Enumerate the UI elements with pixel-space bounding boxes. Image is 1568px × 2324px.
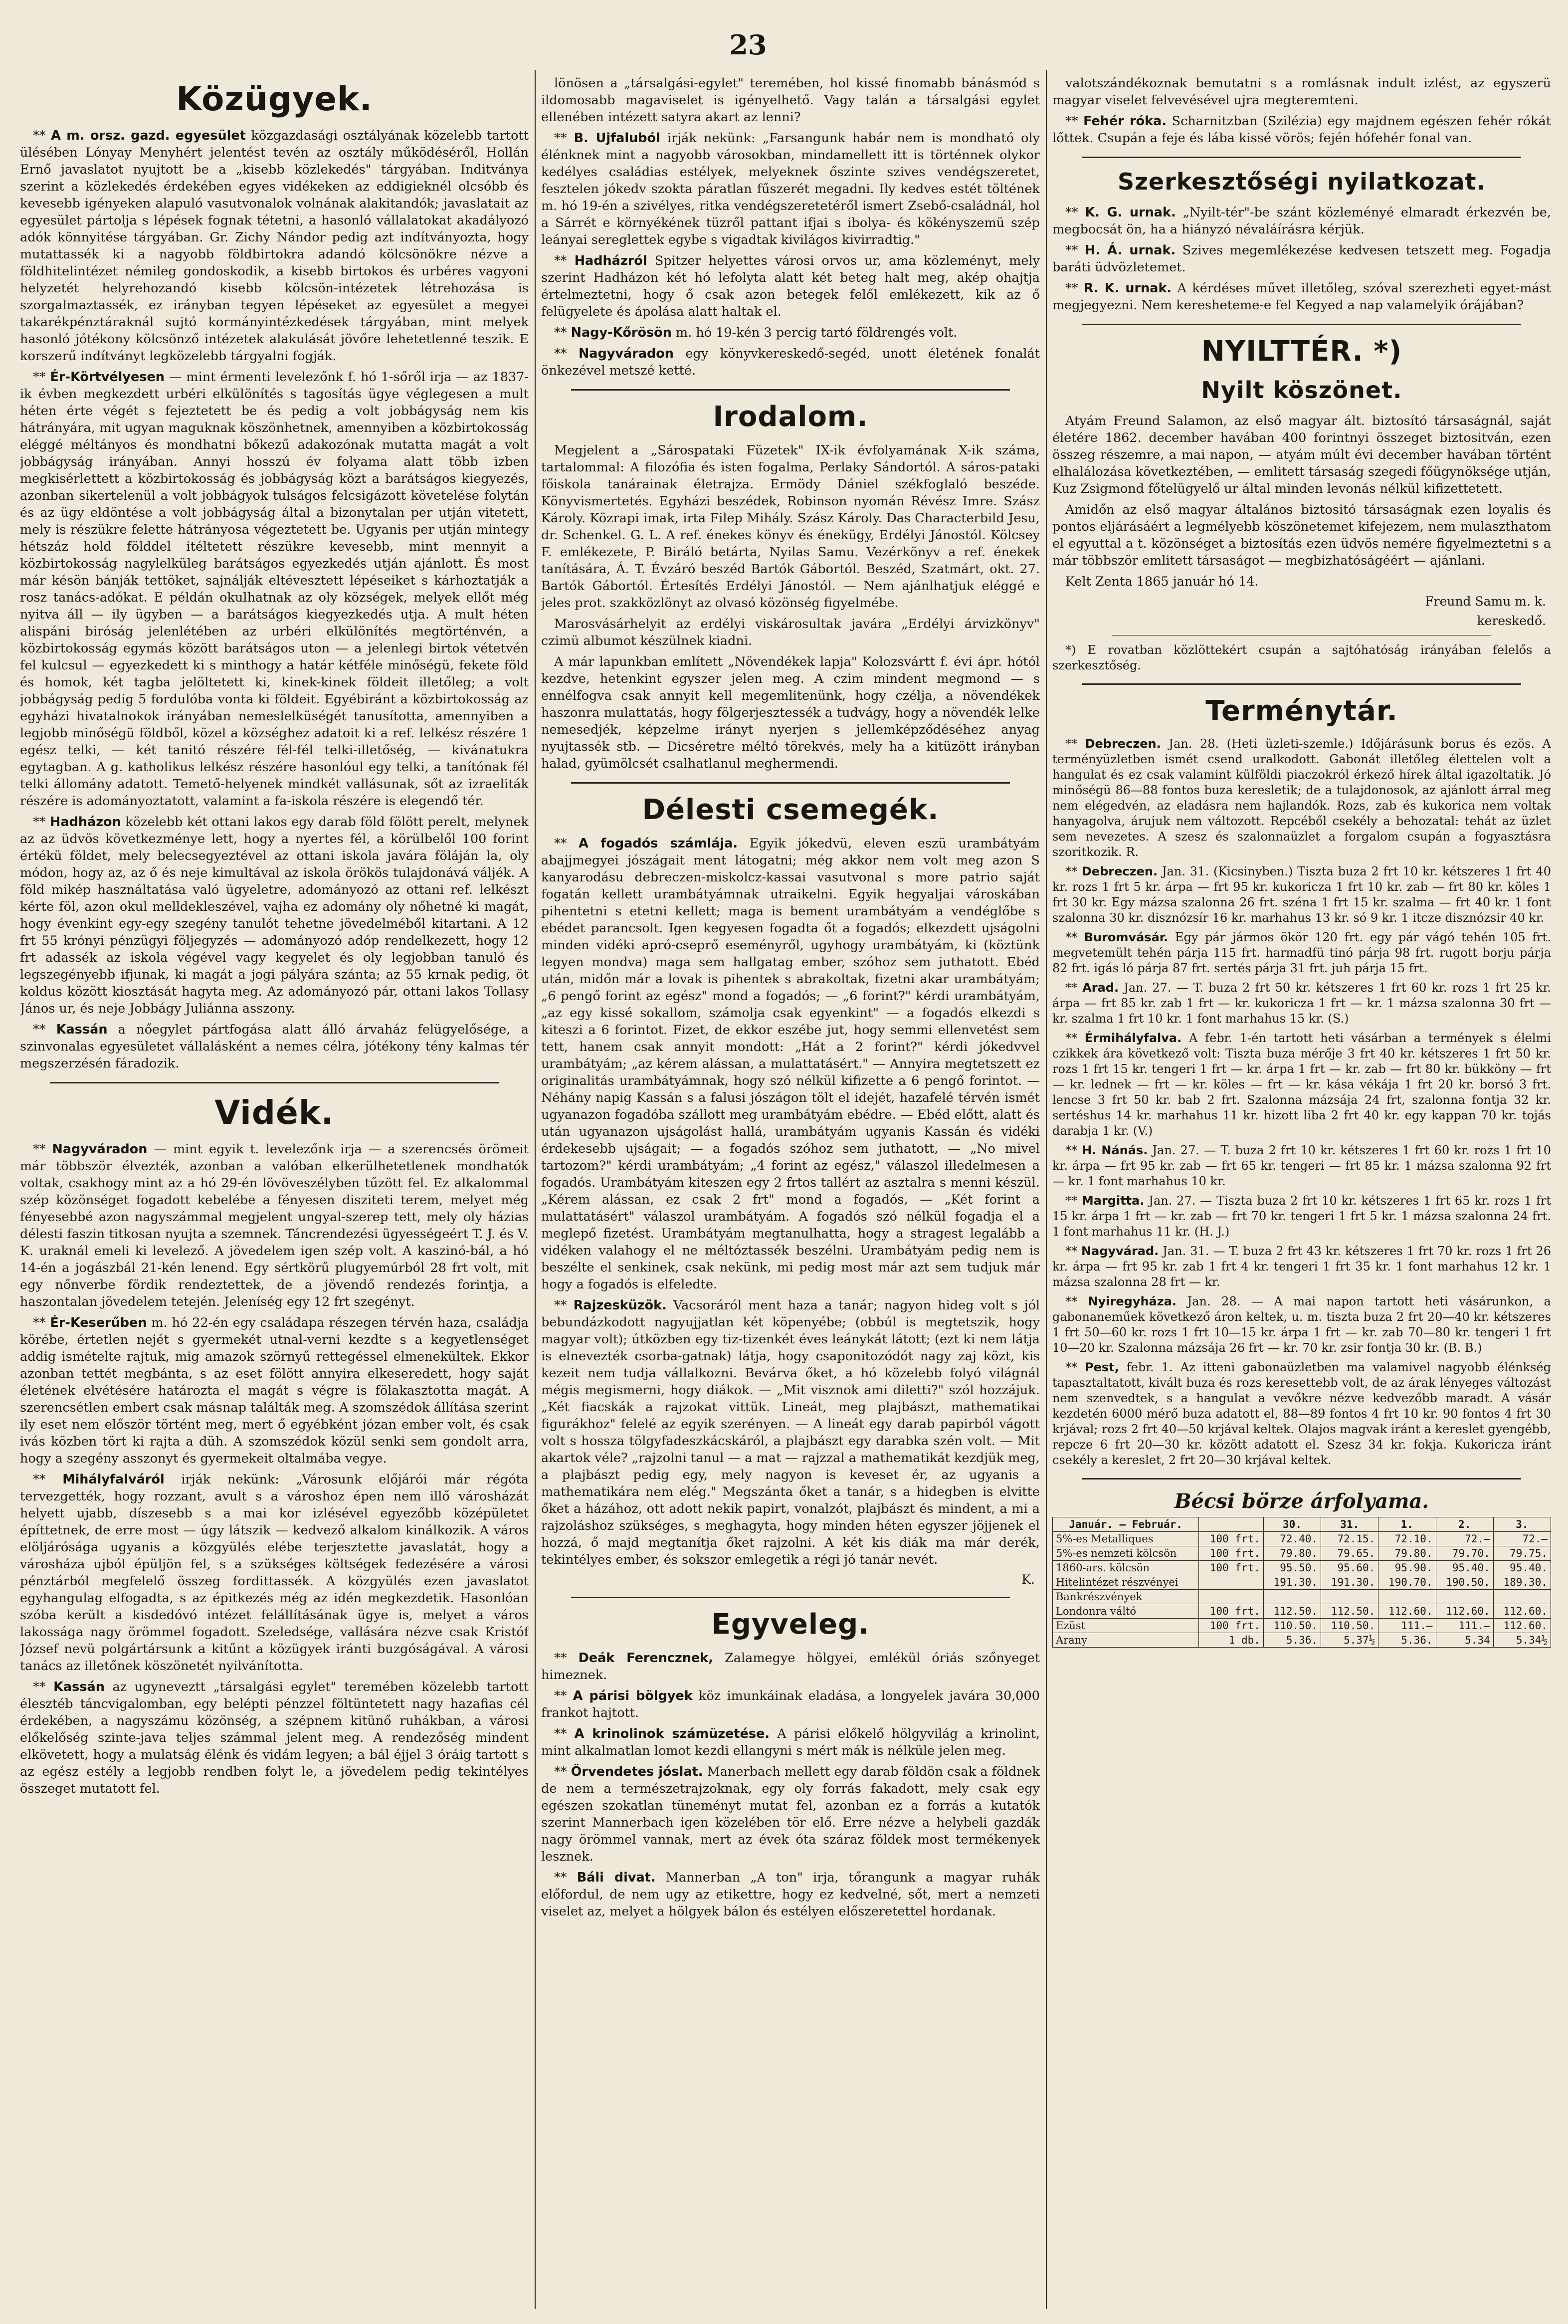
bourse-cell: 190.50. xyxy=(1436,1575,1493,1590)
article-text: m. hó 19-kén 3 percig tartó földrengés volt. xyxy=(675,325,958,340)
section-divider xyxy=(1082,324,1521,325)
nyilt-signature-title: kereskedő. xyxy=(1477,614,1546,628)
bourse-row xyxy=(1053,1590,1551,1604)
article-text: Kelt Zenta 1865 január hó 14. xyxy=(1065,574,1259,589)
bourse-cell xyxy=(1199,1575,1264,1590)
article-text: Egyik jókedvü, eleven eszü urambátyám abajjmegyei jószágait ment látogatni; még akkor nem volt meg azon S kanyarodásu debreczen-miskolcz-kassai vasutvonal s more patrio saját fogatán kellett urambátyámnak utraikelni. Egyik hegyaljai városkában pihentetni s etetni kellett; maga is bement urambátyám a vendéglőbe s ebédet parancsolt. Igen kegyesen fogadta őt a fogadós; elkezdett ujságolni minden vidéki apró-cseprő eseményről, ugyhogy urambátyám, ki (köztünk legyen mondva) maga sem hallgatag ember, szóhoz sem juthatott. Ebéd után, midőn már a lovak is pihentek s abrakoltak, fizetni akar urambátyám; „6 pengő forint az egész" mond a fogadós; — „6 forint?" kérdi urambátyám, „az egy kissé sokallom, számolja csak egyenkint" — a fogadós elkezdi s kiteszi a 6 forintot. Fizet, de ekkor eszébe jut, hogy semmi ellenvetést sem tett, hanem csak annyit mondott: „Hát a 2 forint?" kérdi jókedvvel urambátyám; „az kérem alássan, a mulattatásért." — Annyira megtetszett ez originalitás urambátyámnak, hogy szó nélkül kifizette a 6 pengő forintot. — Néhány napig Kassán s a falusi jószágon tölt el idejét, hazafelé térvén ismét ugyanazon fogadóba szállott meg urambátyám ebédre. — Ebéd előtt, alatt és után ugyanazon ujságolást hallá, urambátyám ugyanis Kassán és vidéki érdekesebb ujságait; — a fogadós szóhoz sem juthatott, — „No mivel tartozom?" kérdi urambátyám; „4 forint az egész," válaszol illedelmesen a fogadós. Urambátyám kiteszen egy 2 frtos tallért az asztalra s menni készül. „Kérem alássan, ez csak 2 frt" mond a fogadós, — „Két forint a mulattatásért" válaszol urambátyám. A fogadós szó nélkül fogadja el a meglepő fizetést. Urambátyám megtanulhatta, hogy a stragest legalább a vidéken valahogy el ne méltóztassék beszélni. Urambátyám pedig nem is beszélte el senkinek, csak nekünk, mi pedig most már azt sem tudjuk már hogy a fogadós is elfeledte. xyxy=(541,836,1040,1292)
article-lead: Buromvásár. xyxy=(1084,930,1169,944)
article-paragraph: ** B. Ujfaluból irják nekünk: „Farsangunk habár nem is mondható oly élénknek mint a nagyobb városokban, mindamellett itt is történnek olykor kedélyes családias estélyek, melyeknek őszinte szives vendégszeretet, fesztelen jókedv szokta páratlan fűszerét megadni. Ily kedves estét töltének m. hó 19-én a szivélyes, ritka vendégszeretetéről ismert Zsebő-családnál, hol a Sárrét e környékének tüzről pattant ifjai s ibolya- és kökényszemü szép leányai sereglettek egybe s vigadtak kivilágos kivirradtig." xyxy=(541,131,1040,247)
article-text: A párisi előkelő hölgyvilág a krinolint, mint alkalmatlan lomot kezdi ellangyni s mért mák is nélküle jelen meg. xyxy=(541,1726,1040,1758)
article-lead: Nagyvárad. xyxy=(1081,1244,1159,1258)
article-lead: Margitta. xyxy=(1081,1194,1145,1208)
section-divider xyxy=(571,1597,1010,1598)
article-lead: Ér-Körtvélyesen xyxy=(50,370,165,385)
footnote: *) E rovatban közlöttekért csupán a sajtóhatóság irányában felelős a szerkesztőség. xyxy=(1052,643,1551,672)
article-lead: B. Ujfaluból xyxy=(574,131,660,146)
article-lead: Hadházról xyxy=(574,253,647,268)
section-divider xyxy=(1082,683,1521,685)
bourse-row xyxy=(1053,1532,1551,1546)
article-lead: Debreczen. xyxy=(1081,864,1158,878)
nyilt-signature-name: Freund Samu m. k. xyxy=(1425,594,1546,609)
article-lead: A krinolinok számüzetése. xyxy=(574,1726,770,1741)
article-paragraph: ** Debreczen. Jan. 28. (Heti üzleti-szemle.) Időjárásunk borus és ezös. A terményüzletben ismét csend uralkodott. Gabonát illetőleg élettelen volt a hangulat és ez csak valamint külföldi piaczokról érkező hírek által igazoltatik. Jó minőségü 86—88 fontos buza keresletik; de a tulajdonosok, az ajánlott árral meg nem elégedvén, az eladásra nem hajlandók. Rozs, zab és kukorica nem voltak hanyagolva, árujuk nem változott. Repcéből csekély a behozatal: tehát az üzlet sem nevezetes. A szesz és szalonnaüzlet a forgalom csupán a fogyasztásra szoritkozik. R. xyxy=(1052,737,1551,859)
bourse-row xyxy=(1053,1561,1551,1575)
bourse-cell: 111.— xyxy=(1378,1619,1436,1633)
bourse-cell: 95.40. xyxy=(1436,1561,1493,1575)
article-paragraph: ** Érmihályfalva. A febr. 1-én tartott heti vásárban a termények s élelmi czikkek ára következő volt: Tiszta buza mérője 3 frt 40 kr. kétszeres 1 frt 50 kr. rozs 1 frt 15 kr. tengeri 1 frt — kr. árpa 1 frt — kr. zab — frt 80 kr. bükköny — frt — kr. lednek — frt — kr. köles — frt — kr. kása vékája 1 frt 20 kr. borsó 3 frt. lencse 3 frt 50 kr. bab 2 frt. Szalonna mázsája 24 frt, szalonna fontja 32 kr. sertéshus 14 kr. marhahus 11 kr. hizott liba 2 frt 40 kr. egy kappan 70 kr. tojás darabja 1 kr. (V.) xyxy=(1052,1031,1551,1138)
author-signature: K. xyxy=(1021,1572,1035,1587)
article-lead: Debreczen. xyxy=(1085,737,1161,751)
article-lead: H. Nánás. xyxy=(1082,1143,1148,1157)
bourse-cell: 79.80. xyxy=(1378,1546,1436,1561)
bourse-cell: 191.30. xyxy=(1263,1575,1321,1590)
article-paragraph: ** Deák Ferencznek, Zalamegye hölgyei, emlékül óriás szőnyeget himeznek. xyxy=(541,1651,1040,1683)
bourse-cell: 110.50. xyxy=(1321,1619,1378,1633)
nyilt-koszonet-text xyxy=(1052,413,1551,590)
bourse-cell xyxy=(1263,1590,1321,1604)
article-text: az ugyneveztt „társalgási egylet" teremében közelebb tartott élesztéb táncvigalomban, egy belépti pénzzel föltüntetett nagy hazafias cél érdekében, a nagyszámu közönség, a szépnem kitünő ruhákban, a városi előkelőség szinte-java teljes számmal jelent meg. A rendezőség mindent elkövetett, hogy a mulatság élénk és vidám legyen; a bál éjjel 3 óráig tartott s az egész estély a legjobb rendben folyt le, a jövedelem pedig tekintélyes összeget mutatott fel. xyxy=(20,1680,529,1796)
article-lead: Hadházon xyxy=(50,815,121,830)
bourse-cell xyxy=(1493,1590,1551,1604)
bourse-cell: 5.36. xyxy=(1263,1633,1321,1648)
section-heading-delesti-csemegek: Délesti csemegék. xyxy=(642,794,939,826)
bourse-cell: 5.37½ xyxy=(1321,1633,1378,1648)
bourse-header-cell: Január. — Február. xyxy=(1053,1517,1199,1532)
article-lead: Arad. xyxy=(1082,981,1119,995)
section-heading-nyiltter: NYILTTÉR. *) xyxy=(1201,335,1402,368)
article-paragraph: ** Buromvásár. Egy pár jármos ökör 120 frt. egy pár vágó tehén 105 frt. megvetemült tehén párja 115 frt. harmadfü tinó párja 98 frt. rugott borju párja 82 frt. igás ló párja 87 frt. sertés párja 31 frt. juh párja 15 frt. xyxy=(1052,930,1551,975)
bourse-cell: 100 frt. xyxy=(1199,1561,1264,1575)
article-lead: Rajzesküzök. xyxy=(573,1298,667,1313)
bourse-cell: 1 db. xyxy=(1199,1633,1264,1648)
article-paragraph xyxy=(1052,501,1551,569)
bourse-security-name: 1860-ars. kölcsön xyxy=(1053,1561,1199,1575)
section-divider xyxy=(1082,1478,1521,1479)
article-lead: Nagyváradon xyxy=(52,1142,148,1157)
bourse-cell: 5.34½ xyxy=(1493,1633,1551,1648)
article-lead: Érmihályfalva. xyxy=(1084,1031,1182,1045)
article-paragraph: ** Hadházon közelebb két ottani lakos egy darab föld fölött perelt, melynek az az üdvös következménye lett, hogy a nyertes fél, a körülbelől 100 forint értékü földet, mely belecsegyeztével az ottani iskola javára föláján la, oly módon, hogy az, az ő és neje kimultával az iskola örökös tulajdonává váljék. A föld mikép használtatása való ügyeletre, adományozó az ottani ref. lelkészt kérte föl, azon okul melldekleszével, vajha ez adomány oly nőhetné ki magát, hogy évenkint egy-egy szegény tanulót tehetne jövedelméből kitartani. A 12 frt 55 krónyi pénzügyi följegyzés — adományozó adóp rendelkezett, hogy 12 frt adassék az iskola végével vagy kegyelet és oly legjobban tanuló és legszegényebb ifjunak, ki magát a jogi pályára szánta; az 55 krnak pedig, öt koldus között kiosztását hagyta meg. Az adományozó pár, ottani lakos Tollasy János ur, és neje Jobbágy Juliánna asszony. xyxy=(20,815,529,1016)
article-paragraph: ** H. Nánás. Jan. 27. — T. buza 2 frt 10 kr. kétszeres 1 frt 60 kr. rozs 1 frt 10 kr. árpa — frt 95 kr. zab — frt 65 kr. tengeri — frt 85 kr. 1 mázsa szalonna 92 frt — kr. 1 font marhahus 10 kr. xyxy=(1052,1143,1551,1188)
article-lead: A fogadós számlája. xyxy=(579,836,738,851)
article-text: m. hó 22-én egy családapa részegen térvén haza, családja körébe, értetlen nejét s gyermekét utnal-verni kezdte s a kegyetlenséget addig ismételte rajtuk, mig amazok szörnyű rettegéssel elmenekültek. Ekkor azonban tettét megbánta, s az eset fölött annyira elkeseredett, hogy saját életének elvétésére határozta el magát s végre is fölakasztotta magát. A szerencsétlen embert csak másnap találták meg. A szomszédok állítása szerint ily eset nem először történt meg, mert ő egyébként józan ember volt, és csak ivás közben tört ki rajta a düh. A szomszédok közül senki sem gondolt arra, hogy a szegény asszonyt és gyermekeit oltalmába vegye. xyxy=(20,1315,529,1466)
article-lead: K. G. urnak. xyxy=(1085,205,1176,220)
article-paragraph: ** Debreczen. Jan. 31. (Kicsinyben.) Tiszta buza 2 frt 10 kr. kétszeres 1 frt 40 kr. rozs 1 frt 5 kr. árpa — frt 95 kr. kukoricza 1 frt 10 kr. zab — frt 80 kr. köles 1 frt 30 kr. Egy mázsa szalonna 26 frt. széna 1 frt 15 kr. szalma — frt 40 kr. 1 font szalonna 30 kr. disznózsír 16 kr. marhahus 13 kr. só 9 kr. 1 itcze disznózsir 40 kr. xyxy=(1052,864,1551,925)
column-3 xyxy=(1052,75,1551,2304)
article-paragraph: ** Nagyváradon egy könyvkereskedő-segéd, unott életének fonalát önkezével metszé ketté. xyxy=(541,346,1040,378)
bourse-cell: 95.90. xyxy=(1378,1561,1436,1575)
article-paragraph: ** A párisi bölgyek köz imunkáinak eladása, a longyelek javára 30,000 frankot hajtott. xyxy=(541,1689,1040,1720)
article-text: Amidőn az első magyar általános biztositó társaságnak ezen loyalis és pontos eljárásáért a legmélyebb köszönetemet kifejezem, nem mulaszthatom el egyuttal a t. közönséget a biztosítás ezen üdvös nemére figyelmeztetni s a már többször emlitett társaságot — megbizhatóságéért — ajánlani. xyxy=(1052,502,1551,568)
article-lead: H. Á. urnak. xyxy=(1084,243,1176,258)
section-heading-irodalom: Irodalom. xyxy=(713,401,868,433)
article-paragraph: ** A fogadós számlája. Egyik jókedvü, eleven eszü urambátyám abajjmegyei jószágait ment látogatni; még akkor nem volt meg azon S kanyarodásu debreczen-miskolcz-kassai vasutvonal s more patrio saját fogatán kellett urambátyámnak utraikelni. Egyik hegyaljai városkában pihentetni s etetni kellett; maga is bement urambátyám a vendéglőbe s ebédet parancsolt. Igen kegyesen fogadta őt a fogadós; elkezdett ujságolni minden vidéki apró-cseprő eseményről, ugyhogy urambátyám, ki (köztünk legyen mondva) maga sem hallgatag ember, szóhoz sem juthatott. Ebéd után, midőn már a lovak is pihentek s abrakoltak, fizetni akar urambátyám; „6 pengő forint az egész" mond a fogadós; — „6 forint?" kérdi urambátyám, „az egy kissé sokallom, számolja csak egyenkint" — a fogadós elkezdi s kiteszi a 6 forintot. Fizet, de ekkor eszébe jut, hogy semmi ellenvetést sem tett, hanem csak annyit mondott: „Hát a 2 forint?" kérdi jókedvvel urambátyám; „az kérem alássan, a mulattatásért." — Annyira megtetszett ez originalitás urambátyámnak, hogy szó nélkül kifizette a 6 pengő forintot. — Néhány napig Kassán s a falusi jószágon tölt el idejét, hazafelé térvén ismét ugyanazon fogadóba szállott meg urambátyám ebédre. — Ebéd előtt, alatt és után ugyanazon ujságolást hallá, urambátyám ugyanis Kassán és vidéki érdekesebb ujságait; — a fogadós szóhoz sem juthatott, — „No mivel tartozom?" kérdi urambátyám; „4 forint az egész," válaszol illedelmesen a fogadós. Urambátyám kiteszen egy 2 frtos tallért az asztalra s menni készül. „Kérem alássan, ez csak 2 frt" mond a fogadós, — „Két forint a mulattatásért" válaszol urambátyám. A fogadós szó nélkül fogadja el a meglepő fizetést. Urambátyám megtanulhatta, hogy a stragest legalább a vidéken valahogy el ne méltóztassék beszélni. Urambátyám pedig nem is beszélte el senkinek, csak nekünk, mi pedig most már azt sem tudjuk már hogy a fogadós is elfeledte. xyxy=(541,836,1040,1292)
bourse-security-name: Londonra váltó xyxy=(1053,1604,1199,1619)
bourse-header-cell: 30. xyxy=(1263,1517,1321,1532)
article-text: Jan. 27. — Tiszta buza 2 frt 10 kr. kétszeres 1 frt 65 kr. rozs 1 frt 15 kr. árpa 1 frt — kr. zab — frt 70 kr. tengeri 1 frt 5 kr. 1 mázsa szalonna 24 frt. 1 font marhahus 11 kr. (H. J.) xyxy=(1052,1194,1551,1239)
section-heading-termenytar: Terménytár. xyxy=(1205,695,1398,727)
article-lead: Pest, xyxy=(1085,1360,1119,1374)
article-paragraph: ** Hadházról Spitzer helyettes városi orvos ur, ama közleményt, mely szerint Hadházon két hó lefolyta alatt két beteg halt meg, akép ohajtja értelmeztetni, hogy ő csak azon betegek felől emlékezett, kik az ő felügyelete és ápolása alatt haltak el. xyxy=(541,253,1040,319)
bourse-row xyxy=(1053,1604,1551,1619)
bourse-security-name: Ezüst xyxy=(1053,1619,1199,1633)
bourse-row xyxy=(1053,1633,1551,1648)
article-lead: R. K. urnak. xyxy=(1083,281,1172,296)
article-paragraph: ** Nagyvárad. Jan. 31. — T. buza 2 frt 43 kr. kétszeres 1 frt 70 kr. rozs 1 frt 26 kr. árpa — frt 95 kr. zab 1 frt 4 kr. tengeri 1 frt 35 kr. 1 font marhahus 12 kr. 1 mázsa szalonna 28 frt — kr. xyxy=(1052,1244,1551,1289)
article-paragraph: ** Nyiregyháza. Jan. 28. — A mai napon tartott heti vásárunkon, a gabonaneműek következő áron keltek, u. m. tiszta buza 2 frt 20—40 kr. kétszeres 1 frt 50—60 kr. rozs 1 frt 10—15 kr. árpa 1 frt — kr. zab 70—80 kr. tengeri 1 frt 10—20 kr. Szalonna mázsája 26 frt — kr. 70 kr. zsir fontja 30 kr. (B. B.) xyxy=(1052,1294,1551,1355)
bourse-row xyxy=(1053,1619,1551,1633)
article-text: A már lapunkban említett „Növendékek lapja" Kolozsvártt f. évi ápr. hótól kezdve, hetenkint egyszer jelen meg. A czim mindent megmond — s ennélfogva csak annyit kell megemlitenünk, hogy czélja, a növendékek haszonra mulattatás, hogy fölgerjesztessék a tudvágy, hogy a növendék lelke nemesedjék, képzelme irányt nyerjen s jellemképződéséhez anyag nyujtassék stb. — Dicséretre méltó törekvés, mely ha a kitüzött irányban halad, gyümölcsét csalhatlanul meghermendi. xyxy=(541,654,1040,771)
bourse-header-cell: 2. xyxy=(1436,1517,1493,1532)
bourse-cell: 95.40. xyxy=(1493,1561,1551,1575)
article-paragraph: ** Fehér róka. Scharnitzban (Szilézia) egy majdnem egészen fehér rókát lőttek. Csupán a feje és lába kissé vörös; fején hófehér fonal van. xyxy=(1052,114,1551,146)
section-heading-nyilt-koszonet: Nyilt köszönet. xyxy=(1201,377,1402,404)
section-divider xyxy=(571,782,1010,784)
bourse-cell: 72.10. xyxy=(1378,1532,1436,1546)
bourse-cell: 112.60. xyxy=(1436,1604,1493,1619)
article-text: egy könyvkereskedő-segéd, unott életének fonalát önkezével metszé ketté. xyxy=(541,346,1040,378)
article-text: valotszándékoznak bemutatni s a romlásnak indult izlést, az egyszerü magyar viselet felvevésével ujra megteremteni. xyxy=(1052,76,1551,108)
bourse-cell: 112.50. xyxy=(1263,1604,1321,1619)
article-text: közelebb két ottani lakos egy darab föld fölött perelt, melynek az az üdvös következménye lett, hogy a nyertes fél, a körülbelől 100 forint értékü földet, mely belecsegyeztével az ottani iskola javára föláján la, oly módon, hogy az, az ő és neje kimultával az iskola örökös tulajdonává váljék. A föld mikép használtatása való ügyeletre, adományozó az ottani ref. lelkészt kérte föl, azon okul melldekleszével, vajha ez adomány oly nőhetné ki magát, hogy évenkint egy-egy szegény tanulót tehetne jövedelméből kitartani. A 12 frt 55 krónyi pénzügyi följegyzés — adományozó adóp rendelkezett, hogy 12 frt adassék az iskola végével vagy kegyelet és oly legjobban tanuló és legszegényebb ifjunak, ki magát a jogi pályára szánta; az 55 krnak pedig, öt koldus között kiosztását hagyta meg. Az adományozó pár, ottani lakos Tollasy János ur, és neje Jobbágy Juliánna asszony. xyxy=(20,815,529,1016)
bourse-security-name: Hitelintézet részvényei xyxy=(1053,1575,1199,1590)
section-heading-egyveleg: Egyveleg. xyxy=(711,1608,870,1641)
bourse-cell: 72.40. xyxy=(1263,1532,1321,1546)
article-paragraph: ** Pest, febr. 1. Az itteni gabonaüzletben ma valamivel nagyobb élénkség tapasztaltatott, kivált buza és rozs keresettebb volt, de az árak lényeges változást nem szenvedtek, s a hangulat a vevőkre nézve kedvezőbb maradt. A vásár kezdetén 6000 mérő buza adatott el, 88—89 fontos 4 frt 10 kr. 90 fontos 4 frt 30 krjával; rozs 2 frt 40—50 krjával keltek. Olajos magvak iránt a kereslet gyengébb, repcze 6 frt 20—30 kr. között adatott el. Szesz 34 kr. fokja. Kukoricza iránt csekély a kereslet, 2 frt 20—30 krjával keltek. xyxy=(1052,1360,1551,1467)
bourse-security-name: 5%-es Metalliques xyxy=(1053,1532,1199,1546)
bourse-cell: 79.75. xyxy=(1493,1546,1551,1561)
bourse-cell: 72.— xyxy=(1436,1532,1493,1546)
bourse-table xyxy=(1052,1517,1551,1648)
bourse-cell: 112.50. xyxy=(1321,1604,1378,1619)
bourse-header-cell xyxy=(1199,1517,1264,1532)
bourse-cell: 112.60. xyxy=(1493,1604,1551,1619)
article-paragraph: ** R. K. urnak. A kérdéses művet illetőleg, szóval szerezheti egyet-mást megjegyezni. Nem keresheteme-e fel Kegyed a nap valamelyik órájában? xyxy=(1052,281,1551,313)
bourse-security-name: Arany xyxy=(1053,1633,1199,1648)
bourse-cell: 95.50. xyxy=(1263,1561,1321,1575)
article-text: Jan. 31. (Kicsinyben.) Tiszta buza 2 frt 10 kr. kétszeres 1 frt 40 kr. rozs 1 frt 5 kr. árpa — frt 95 kr. kukoricza 1 frt 10 kr. zab — frt 80 kr. köles 1 frt 30 kr. Egy mázsa szalonna 26 frt. széna 1 frt 15 kr. szalma — frt 40 kr. 1 font szalonna 30 kr. disznózsír 16 kr. marhahus 13 kr. só 9 kr. 1 itcze disznózsir 40 kr. xyxy=(1052,864,1551,925)
bourse-cell: 72.15. xyxy=(1321,1532,1378,1546)
article-paragraph: ** H. Á. urnak. Szives megemlékezése kedvesen tetszett meg. Fogadja baráti üdvözletemet. xyxy=(1052,243,1551,275)
article-text: Szives megemlékezése kedvesen tetszett meg. Fogadja baráti üdvözletemet. xyxy=(1052,243,1551,275)
article-text: lönösen a „társalgási-egylet" teremében, hol kissé finomabb bánásmód s ildomosabb magaviselet is igényelhető. Vagy talán a társalgási egylet ellenében intézett satyra akart az lenni? xyxy=(541,76,1040,125)
article-paragraph: ** Arad. Jan. 27. — T. buza 2 frt 50 kr. kétszeres 1 frt 60 kr. rozs 1 frt 25 kr. árpa — frt 85 kr. zab 1 frt — kr. kukoricza 1 frt — kr. 1 mázsa szalonna 30 frt — kr. szalma 1 frt 10 kr. 1 font marhahus 15 kr. (S.) xyxy=(1052,981,1551,1026)
article-text: Vacsoráról ment haza a tanár; nagyon hideg volt s jól bebundázkodott nagyujjatlan két köpenyébe; (obbúl is megtetszik, hogy magyar volt); útközben egy tiz-tizenkét éves leánykát látott; (ezt ki nem látja is elnevezték csorba-gatnak) látja, hogy csaponitozódót nagy zaj közt, kis kezeit nem tudja vállalkozni. Bevárva őket, a hó közelebb folyó világnál mégis megismerni, hogy diákok. — „Mit visznok ami diletti?" szól hozzájuk. „Két fiacskák a rajzokat vittük. Lineát, meg plajbászt, mathematikai figurákhoz" felelé az egyik szerényen. — A lineát egy darab papirból vágott volt s hossza tölgyfadeszkácskáról, a plajbászt egy darabka szén volt. — Mit akartok véle? „rajzolni tanul — a mat — rajzzal a mathematikát kezdjük meg, a plajbászt pedig egy, mely nagyon is keveset ér, az ugyanis a mathematikára nem elég." Megszánta őket a tanár, s a hidegben is elvitte őket a házához, ott adott nekik papirt, vonalzót, plajbászt és mindent, a mi a rajzoláshoz szükséges, s meghagyta, hogy minden héten egyszer jöjjenek el hozzá, ő majd megtanítja őket rajzolni. A két kis diák ma már derék, tekintélyes ember, és sokszor emlegetik a régi jó tanár nevét. xyxy=(541,1298,1040,1567)
bourse-cell: 100 frt. xyxy=(1199,1604,1264,1619)
videk-articles xyxy=(20,1141,529,1797)
bourse-security-name: Bankrészvények xyxy=(1053,1590,1199,1604)
bourse-cell: 79.65. xyxy=(1321,1546,1378,1561)
article-lead: Nagy-Kőrösön xyxy=(571,325,672,340)
article-paragraph xyxy=(541,616,1040,649)
article-text: — mint érmenti levelezőnk f. hó 1-sőről irja — az 1837-ik évben megkezdett urbéri elkülönítés s tagosítás ügye véglegesen a mult héten érte végét s fejeztetett be és pedig a volt jobbágyság nem kis hátrányára, mit ugyan maguknak köszönhetnek, amennyiben a közbirtokosság eléggé méltányos és mondhatni bőkezű adakozónak mutatta magát a volt jobbágyság irányában. Annyi hosszú év folyama alatt több izben megkisérlettett a közbirtokosság és jobbágyság közt a barátságos kiegyezés, azonban sikertelenül a volt jobbágyok tulságos felcsigázott követelése folytán és az ügy eldöntése a volt jobbágyság által a bizonytalan per utján vitetett, mely is részükre felette hátrányosa végeztetett be. Ugyanis per utján mintegy hétszáz hold földdel itéltetett részükre kevesebb, mint mennyit a közbirtokosság nagylelküleg barátságos egyezkedés utján ajánlott. És most már késön bánják tettöket, sajnálják eltévesztett lépéseiket s kárhoztatják a rosz tanács-adókat. E példán okulhatnak az oly községek, melyek ellőt még nyitva áll — ily ügyben — a barátságos kiegyezkedés utja. A mult héten alispáni biróság jelenlétében az urbéri elkülönítés megtörténvén, a közbirtokosság egymás között barátságos uton — a jelenlegi birtok vétetvén fel kulcsul — egyezkedett ki s minthogy a határ kétféle minőségü, fekete föld és homok, két tagba jelöltetett ki, kinek-kinek földeit illetőleg; a volt jobbágyság pedig 5 fordulóba vonta ki földeit. Egyébiránt a közbirtokosság az egyházi hivatalnokok irányában nemeslelküségét tanusította, amennyiben a legjobb minőségü földből, közel a községhez adatoit ki a ref. lelkész részére 1 egész telki, — két tanitó részére fél-fél telki-illetőség, — kivánatukra egytagban. A g. katholikus lelkész részére hasonlóul egy telki, a tanítónak fél telki állomány adatott. Temető-helyenek mindkét vallásunak, sőt az izraeliták részére is adományoztatott, valamint a fa-iskola részére is elegendő tér. xyxy=(20,370,529,809)
bourse-cell xyxy=(1378,1590,1436,1604)
bourse-header-cell: 1. xyxy=(1378,1517,1436,1532)
bourse-cell xyxy=(1199,1590,1264,1604)
article-text: „Nyilt-tér"-be szánt közleményé elmaradt érkezvén be, megbocsát ön, ha a hiányzó névaláírásra kérjük. xyxy=(1052,205,1551,237)
bourse-cell: 5.36. xyxy=(1378,1633,1436,1648)
article-lead: Nyiregyháza. xyxy=(1088,1294,1177,1308)
article-paragraph: ** Rajzesküzök. Vacsoráról ment haza a tanár; nagyon hideg volt s jól bebundázkodott nagyujjatlan két köpenyébe; (obbúl is megtetszik, hogy magyar volt); útközben egy tiz-tizenkét éves leánykát látott; (ezt ki nem látja is elnevezték csorba-gatnak) látja, hogy csaponitozódót nagy zaj közt, kis kezeit nem tudja vállalkozni. Bevárva őket, a hó közelebb folyó világnál mégis megismerni, hogy diákok. — „Mit visznok ami diletti?" szól hozzájuk. „Két fiacskák a rajzokat vittük. Lineát, meg plajbászt, mathematikai figurákhoz" felelé az egyik szerényen. — A lineát egy darab papirból vágott volt s hossza tölgyfadeszkácskáról, a plajbászt egy darabka szén volt. — Mit akartok véle? „rajzolni tanul — a mat — rajzzal a mathematikát kezdjük meg, a plajbászt pedig egy, mely nagyon is keveset ér, az ugyanis a mathematikára nem elég." Megszánta őket a tanár, s a hidegben is elvitte őket a házához, ott adott nekik papirt, vonalzót, plajbászt és mindent, a mi a rajzoláshoz szükséges, s meghagyta, hogy minden héten egyszer jöjjenek el hozzá, ő majd megtanítja őket rajzolni. A két kis diák ma már derék, tekintélyes ember, és sokszor emlegetik a régi jó tanár nevét. xyxy=(541,1298,1040,1567)
continued-articles xyxy=(1052,75,1551,147)
bourse-cell: 112.60. xyxy=(1378,1604,1436,1619)
column-2 xyxy=(541,75,1040,2304)
article-text: Scharnitzban (Szilézia) egy majdnem egészen fehér rókát lőttek. Csupán a feje és lába kissé vörös; fején hófehér fonal van. xyxy=(1052,114,1551,146)
article-paragraph: ** Margitta. Jan. 27. — Tiszta buza 2 frt 10 kr. kétszeres 1 frt 65 kr. rozs 1 frt 15 kr. árpa 1 frt — kr. zab — frt 70 kr. tengeri 1 frt 5 kr. 1 mázsa szalonna 24 frt. 1 font marhahus 11 kr. (H. J.) xyxy=(1052,1194,1551,1239)
section-heading-szerkesztosegi: Szerkesztőségi nyilatkozat. xyxy=(1118,168,1486,195)
article-paragraph: ** Nagyváradon — mint egyik t. levelezőnk irja — a szerencsés örömeit már többször élvezték, azonban a valóban elkerülhetetlenek mondhatók voltak, csakhogy mint az a hó 29-én lövöveszélyben tűzött fel. Ez alkalommal szép közönséget fogadott kebelébe a fényesen disziteti terem, melyet még fényesebbé azon nagyszámmal megjelent ungyal-szerep tett, mely oly házias délesti faszin titkosan nyujta a szemnek. Táncrendezési ügyességeért T. J. és V. K. uraknál emeli ki levelező. A jövedelem igen szép volt. A kaszinó-bál, a hó 14-én a jogászbál 21-kén lenend. Egy sértkörű plugyemúrból 28 frt volt, mit egy nőnverbe fördik rendeztettek, de a jövendő rendezés forintja, a haszontalan jövedelem tetején. Jeleníség egy 12 frt szegényt. xyxy=(20,1142,529,1309)
bourse-row xyxy=(1053,1546,1551,1561)
bourse-cell xyxy=(1321,1590,1378,1604)
bourse-cell: 191.30. xyxy=(1321,1575,1378,1590)
article-text: Jan. 28. (Heti üzleti-szemle.) Időjárásunk borus és ezös. A terményüzletben ismét csend uralkodott. Gabonát illetőleg élettelen volt a hangulat és ez csak valamint külföldi piaczokról érkező hírek által igazoltatik. Jó minőségü 86—88 fontos buza keresletik; de a tulajdonosok, az ajánlott árral meg nem elégedvén, az eladásra nem hajlandók. Rozs, zab és kukorica nem voltak hanyagolva, árujuk nem változott. Repcéből csekély a behozatal: tehát az üzlet sem nevezetes. A szesz és szalonnaüzlet a forgalom csupán a fogyasztásra szoritkozik. R. xyxy=(1052,737,1551,859)
article-lead: Báli divat. xyxy=(577,1870,656,1885)
article-text: Zalamegye hölgyei, emlékül óriás szőnyeget himeznek. xyxy=(541,1651,1040,1683)
article-text: Megjelent a „Sárospataki Füzetek" IX-ik évfolyamának X-ik száma, tartalommal: A filozófia és isten fogalma, Perlaky Sándortól. A sáros-pataki főiskola tanárainak életrajza. Ermödy Dániel székfoglaló beszéde. Könyvismertetés. Egyházi beszédek, Robinson nyomán Révész Imre. Szász Károly. Közrapi imak, irta Filep Mihály. Szász Károly. Das Characterbild Jesu, dr. Schenkel. G. L. A ref. énekes könyv és énekügy, Erdélyi Jánostól. Kölcsey F. emlékezete, P. Biráló betárta, Nyilas Samu. Vezérkönyv a ref. énekek tanítására, Á. T. Évzáró beszéd Bartók Gábortól. Beszéd, Szatmárt, okt. 27. Bartók Gábortól. Értesítés Erdélyi Jánostól. — Nem ajánlhatjuk eléggé e jeles prot. szakközlönyt az olvasó közönség figyelmébe. xyxy=(541,443,1040,611)
article-paragraph xyxy=(541,442,1040,612)
bourse-cell: 79.70. xyxy=(1436,1546,1493,1561)
bourse-cell: 100 frt. xyxy=(1199,1532,1264,1546)
article-text: Jan. 28. — A mai napon tartott heti vásárunkon, a gabonaneműek következő áron keltek, u. m. tiszta buza 2 frt 20—40 kr. kétszeres 1 frt 50—60 kr. rozs 1 frt 10—15 kr. árpa 1 frt — kr. zab 70—80 kr. tengeri 1 frt 10—20 kr. Szalonna mázsája 26 frt — kr. 70 kr. zsir fontja 30 kr. (B. B.) xyxy=(1052,1294,1551,1355)
article-text: a nőegylet pártfogása alatt álló árvaház felügyelősége, a szinvonalas egyesületet vállalásként a nemes célra, jótékony tény kalmas tér megszerzésén fáradozik. xyxy=(20,1022,529,1071)
termenytar-reports xyxy=(1052,736,1551,1468)
article-lead: Kassán xyxy=(56,1022,108,1037)
article-paragraph: ** Kassán a nőegylet pártfogása alatt álló árvaház felügyelősége, a szinvonalas egyesületet vállalásként a nemes célra, jótékony tény kalmas tér megszerzésén fáradozik. xyxy=(20,1022,529,1071)
article-lead: A m. orsz. gazd. egyesület xyxy=(51,128,246,143)
delesti-csemegek-articles xyxy=(541,835,1040,1568)
article-text: Spitzer helyettes városi orvos ur, ama közleményt, mely szerint Hadházon két hó lefolyta alatt két beteg halt meg, akép ohajtja értelmeztetni, hogy ő csak azon betegek felől emlékezett, kik az ő felügyelete és ápolása alatt haltak el. xyxy=(541,253,1040,319)
article-paragraph xyxy=(541,653,1040,772)
article-paragraph: ** Ér-Körtvélyesen — mint érmenti levelezőnk f. hó 1-sőről irja — az 1837-ik évben megkezdett urbéri elkülönítés s tagosítás ügye véglegesen a mult héten érte végét s fejeztetett be és pedig a volt jobbágyság nem kis hátrányára, mit ugyan maguknak köszönhetnek, amennyiben a közbirtokosság eléggé méltányos és mondhatni bőkezű adakozónak mutatta magát a volt jobbágyság irányában. Annyi hosszú év folyama alatt több izben megkisérlettett a közbirtokosság és jobbágyság közt a barátságos kiegyezés, azonban sikertelenül a volt jobbágyok tulságos felcsigázott követelése folytán és az ügy eldöntése a volt jobbágyság által a bizonytalan per utján vitetett, mely is részükre felette hátrányosa végeztetett be. Ugyanis per utján mintegy hétszáz hold földdel itéltetett részükre kevesebb, mint mennyit a közbirtokosság nagylelküleg barátságos egyezkedés utján ajánlott. És most már késön bánják tettöket, sajnálják eltévesztett lépéseiket s kárhoztatják a rosz tanács-adókat. E példán okulhatnak az oly községek, melyek ellőt még nyitva áll — ily ügyben — a barátságos kiegyezkedés utja. A mult héten alispáni biróság jelenlétében az urbéri elkülönítés megtörténvén, a közbirtokosság egymás között barátságos uton — a jelenlegi birtok vétetvén fel kulcsul — egyezkedett ki s minthogy a határ kétféle minőségü, fekete föld és homok, két tagba jelöltetett ki, kinek-kinek földeit illetőleg; a volt jobbágyság pedig 5 fordulóba vonta ki földeit. Egyébiránt a közbirtokosság az egyházi hivatalnokok irányában nemeslelküségét tanusította, amennyiben a legjobb minőségü földből, közel a községhez adatoit ki a ref. lelkész részére 1 egész telki, — két tanitó részére fél-fél telki-illetőség, — kivánatukra egytagban. A g. katholikus lelkész részére hasonlóul egy telki, a tanítónak fél telki állomány adatott. Temető-helyenek mindkét vallásunak, sőt az izraeliták részére is adományoztatott, valamint a fa-iskola részére is elegendő tér. xyxy=(20,370,529,809)
article-text: A febr. 1-én tartott heti vásárban a termények s élelmi czikkek ára következő volt: Tiszta buza mérője 3 frt 40 kr. kétszeres 1 frt 50 kr. rozs 1 frt 15 kr. tengeri 1 frt — kr. árpa 1 frt — kr. zab — frt 80 kr. bükköny — frt — kr. lednek — frt — kr. köles — frt — kr. kása vékája 1 frt 20 kr. borsó 3 frt. lencse 3 frt 50 kr. bab 2 frt. Szalonna mázsája 24 frt, szalonna fontja 32 kr. sertéshus 14 kr. marhahus 11 kr. hizott liba 2 frt 40 kr. egy kappan 70 kr. tojás darabja 1 kr. (V.) xyxy=(1052,1031,1551,1138)
bourse-cell: 100 frt. xyxy=(1199,1619,1264,1633)
article-paragraph xyxy=(541,75,1040,126)
article-lead: Fehér róka. xyxy=(1083,114,1167,129)
article-text: febr. 1. Az itteni gabonaüzletben ma valamivel nagyobb élénkség tapasztaltatott, kivált buza és rozs keresettebb volt, de az árak lényeges változást nem szenvedtek, s a hangulat a vevőkre nézve kedvezőbb maradt. A vásár kezdetén 6000 mérő buza adatott el, 88—89 fontos 4 frt 10 kr. 90 fontos 4 frt 30 krjával; rozs 2 frt 40—50 krjával keltek. Olajos magvak iránt a kereslet gyengébb, repcze 6 frt 20—30 kr. között adatott el. Szesz 34 kr. fokja. Kukoricza iránt csekély a kereslet, 2 frt 20—30 krjával keltek. xyxy=(1052,1360,1551,1467)
article-paragraph: ** K. G. urnak. „Nyilt-tér"-be szánt közleményé elmaradt érkezvén be, megbocsát ön, ha a hiányzó névaláírásra kérjük. xyxy=(1052,205,1551,237)
bourse-cell: 100 frt. xyxy=(1199,1546,1264,1561)
article-paragraph xyxy=(1052,413,1551,497)
article-paragraph: ** A m. orsz. gazd. egyesület közgazdasági osztályának közelebb tartott ülésében Lónyay Menyhért jelentést tevén az osztály működéséről, Hollán Ernő javaslatot nyujtott be a „kisebb közlekedés" tárgyában. Inditványa szerint a közlekedés érdekében egyes vidékeken az eddigieknél olcsóbb és kevesebb igényeken alapuló vasutvonalok volnának alakitandók; javaslatait az egyesület pártolja s lépések fognak tétetni, a hasonló vállalatokat akadályozó adók könnyitése tárgyában. Gr. Zichy Nándor pedig azt indítványozta, hogy mutattassék ki a nagyobb földbirtokra adandó kölcsönökre nézve a földhitelintézet némileg gondoskodik, a kisebb birtokos és urbéres vagyoni helyzetét helyrehozandó kisebb kölcsön-intézetek létrehozása is szorgalmaztassék, ez irányban tegyen lépéseket az egyesület a megyei takarékpénztáraknál sujtó kormányintézkedések tárgyában, mint melyek hasonló jótékony kölcsönző intézetek alakulását jövőre lehetetlenné teszik. E korszerű indítványt legközelebb tárgyalni fogják. xyxy=(20,128,529,364)
bourse-cell: 112.60. xyxy=(1493,1619,1551,1633)
article-lead: Ér-Keserűben xyxy=(50,1315,147,1330)
bourse-cell: 189.30. xyxy=(1493,1575,1551,1590)
column-rule-right xyxy=(1046,70,1047,2309)
bourse-header-cell: 3. xyxy=(1493,1517,1551,1532)
article-text: Jan. 31. — T. buza 2 frt 43 kr. kétszeres 1 frt 70 kr. rozs 1 frt 26 kr. árpa — frt 95 kr. zab 1 frt 4 kr. tengeri 1 frt 35 kr. 1 font marhahus 12 kr. 1 mázsa szalonna 28 frt — kr. xyxy=(1052,1244,1551,1289)
egyveleg-articles xyxy=(541,1650,1040,1920)
section-divider xyxy=(50,1082,499,1083)
article-text: Jan. 27. — T. buza 2 frt 10 kr. kétszeres 1 frt 60 kr. rozs 1 frt 10 kr. árpa — frt 95 kr. zab — frt 65 kr. tengeri — frt 85 kr. 1 mázsa szalonna 92 frt — kr. 1 font marhahus 10 kr. xyxy=(1052,1143,1551,1188)
article-paragraph: ** Ér-Keserűben m. hó 22-én egy családapa részegen térvén haza, családja körébe, értetlen nejét s gyermekét utnal-verni kezdte s a kegyetlenséget addig ismételte rajtuk, mig amazok szörnyű rettegéssel elmenekültek. Ekkor azonban tettét megbánta, s az eset fölött annyira elkeseredett, hogy saját életének elvétésére határozta el magát s végre is fölakasztotta magát. A szerencsétlen embert csak másnap találták meg. A szomszédok állítása szerint ily eset nem először történt meg, mert ő egyébként józan ember volt, és csak ivás közben tört ki rajta a düh. A szomszédok közül senki sem gondolt arra, hogy a szegény asszonyt és gyermekeit oltalmába vegye. xyxy=(20,1315,529,1466)
column-1 xyxy=(20,75,529,2304)
column-rule-left xyxy=(535,70,536,2309)
bourse-row xyxy=(1053,1575,1551,1590)
article-lead: Mihályfalváról xyxy=(62,1472,165,1487)
irodalom-articles xyxy=(541,442,1040,772)
bourse-cell: 110.50. xyxy=(1263,1619,1321,1633)
article-text: A kérdéses művet illetőleg, szóval szerezheti egyet-mást megjegyezni. Nem keresheteme-e fel Kegyed a nap valamelyik órájában? xyxy=(1052,281,1551,313)
article-text: Jan. 27. — T. buza 2 frt 50 kr. kétszeres 1 frt 60 kr. rozs 1 frt 25 kr. árpa — frt 85 kr. zab 1 frt — kr. kukoricza 1 frt — kr. 1 mázsa szalonna 30 frt — kr. szalma 1 frt 10 kr. 1 font marhahus 15 kr. (S.) xyxy=(1052,981,1551,1026)
section-heading-videk: Vidék. xyxy=(214,1093,334,1132)
article-text: Egy pár jármos ökör 120 frt. egy pár vágó tehén 105 frt. megvetemült tehén párja 115 frt. harmadfü tinó párja 98 frt. rugott borju párja 82 frt. igás ló párja 87 frt. sertés párja 31 frt. juh párja 15 frt. xyxy=(1052,930,1551,975)
article-paragraph: ** Örvendetes jóslat. Manerbach mellett egy darab földön csak a földnek de nem a természetrajzoknak, egy oly forrás fakadott, mely csak egy egészen szokatlan tüneményt mutat fel, azonban ez a forrás a kutatók szerint Mannerbach igen közelében tör elő. Erre nézve a helybeli gazdák nagy örömmel vannak, mert az évek óta száraz földek most termékenyek lesznek. xyxy=(541,1764,1040,1864)
bourse-cell: 79.80. xyxy=(1263,1546,1321,1561)
kozugyek-articles xyxy=(20,127,529,1072)
bourse-cell: 111.— xyxy=(1436,1619,1493,1633)
bourse-cell xyxy=(1436,1590,1493,1604)
bourse-title: Bécsi börze árfolyama. xyxy=(1174,1489,1429,1513)
article-lead: A párisi bölgyek xyxy=(573,1689,693,1703)
section-heading-kozugyek: Közügyek. xyxy=(176,80,373,118)
article-text: — mint egyik t. levelezőnk irja — a szerencsés örömeit már többször élvezték, azonban a valóban elkerülhetetlenek mondhatók voltak, csakhogy mint az a hó 29-én lövöveszélyben tűzött fel. Ez alkalommal szép közönséget fogadott kebelébe a fényesen disziteti terem, melyet még fényesebbé azon nagyszámmal megjelent ungyal-szerep tett, mely oly házias délesti faszin titkosan nyujta a szemnek. Táncrendezési ügyességeért T. J. és V. K. uraknál emeli ki levelező. A jövedelem igen szép volt. A kaszinó-bál, a hó 14-én a jogászbál 21-kén lenend. Egy sértkörű plugyemúrból 28 frt volt, mit egy nőnverbe fördik rendeztettek, de a jövendő rendezés forintja, a haszontalan jövedelem tetején. Jeleníség egy 12 frt szegényt. xyxy=(20,1142,529,1309)
article-lead: Örvendetes jóslat. xyxy=(571,1764,703,1779)
article-text: közgazdasági osztályának közelebb tartott ülésében Lónyay Menyhért jelentést tevén az osztály működéséről, Hollán Ernő javaslatot nyujtott be a „kisebb közlekedés" tárgyában. Inditványa szerint a közlekedés érdekében egyes vidékeken az eddigieknél olcsóbb és kevesebb igényeken alapuló vasutvonalok volnának alakitandók; javaslatait az egyesület pártolja s lépések fognak tétetni, a hasonló vállalatokat akadályozó adók könnyitése tárgyában. Gr. Zichy Nándor pedig azt indítványozta, hogy mutattassék ki a nagyobb földbirtokra adandó kölcsönökre nézve a földhitelintézet némileg gondoskodik, a kisebb birtokos és urbéres vagyoni helyzetét helyrehozandó kisebb kölcsön-intézetek létrehozása is szorgalmaztassék, ez irányban tegyen lépéseket az egyesület a megyei takarékpénztáraknál sujtó kormányintézkedések tárgyában, mint melyek hasonló jótékony kölcsönző intézetek alakulását jövőre lehetetlenné teszik. E korszerű indítványt legközelebb tárgyalni fogják. xyxy=(20,128,529,364)
article-text: irják nekünk: „Városunk előjárói már régóta tervezgették, hogy rozzant, avult s a városhoz épen nem illő városházát helyett ujabb, díszesebb s a mai kor izlésével egyezőbb középületet építtetnek, de erre most — úgy látszik — kedvező alkalom kinálkozik. A város elöljárósága ugyanis a közgyülés elébe terjesztette javaslatát, hogy a városháza ujból épüljön fel, s a szükséges költségek fedezésére a városi pénztárból megfelelő összeg fordittassék. A közgyülés ezen javaslatot egyhangulag elfogadta, s az épitkezés még az idén megkezdetik. Hasonlóan szóba került a kisdedóvó intézet felállításának ügye is, melyet a város lakossága nagy örömmel fogadott. Szeledsége, vallására nézve csak Kristóf József nevü polgártársunk a kitűnt a közügyek iránti buzgóságával. A városi tanács az illetőnek köszönetét nyilvánította. xyxy=(20,1472,529,1674)
article-lead: Deák Ferencznek, xyxy=(578,1651,713,1666)
article-paragraph: ** Báli divat. Mannerban „A ton" irja, tőrangunk a magyar ruhák előfordul, de nem ugy az etikettre, hogy ez kedvelné, sőt, mert a nemzeti viselet az, melyet a hölgyek bálon és estélyen előszeretettel hordanak. xyxy=(541,1870,1040,1919)
article-text: Marosvásárhelyit az erdélyi viskárosultak javára „Erdélyi árvizkönyv" czimü albumot készülnek kiadni. xyxy=(541,617,1040,648)
bourse-cell: 95.60. xyxy=(1321,1561,1378,1575)
bourse-header-row xyxy=(1053,1517,1551,1532)
article-text: irják nekünk: „Farsangunk habár nem is mondható oly élénknek mint a nagyobb városokban, mindamellett itt is történnek olykor kedélyes családias estélyek, melyeknek őszinte szives vendégszeretet, fesztelen jókedv szokta páratlan fűszerét megadni. Ily kedves estét töltének m. hó 19-én a szivélyes, ritka vendégszeretetéről ismert Zsebő-családnál, hol a Sárrét e környékének tüzről pattant ifjai s ibolya- és kökényszemü szép leányai sereglettek egybe s vigadtak kivilágos kivirradtig." xyxy=(541,131,1040,247)
bourse-header-cell: 31. xyxy=(1321,1517,1378,1532)
article-paragraph: ** A krinolinok számüzetése. A párisi előkelő hölgyvilág a krinolint, mint alkalmatlan lomot kezdi ellangyni s mért mák is nélküle jelen meg. xyxy=(541,1726,1040,1758)
article-text: köz imunkáinak eladása, a longyelek javára 30,000 frankot hajtott. xyxy=(541,1689,1040,1720)
article-lead: Nagyváradon xyxy=(578,346,674,361)
bourse-security-name: 5%-es nemzeti kölcsön xyxy=(1053,1546,1199,1561)
article-text: Mannerban „A ton" irja, tőrangunk a magyar ruhák előfordul, de nem ugy az etikettre, hogy ez kedvelné, sőt, mert a nemzeti viselet az, melyet a hölgyek bálon és estélyen előszeretettel hordanak. xyxy=(541,1870,1040,1919)
section-divider xyxy=(571,389,1010,391)
article-text: Atyám Freund Salamon, az első magyar ált. biztosító társaságnál, saját életére 1862. december havában 400 forintnyi összeget biztositván, ezen összeg részemre, a mai napon, — atyám múlt évi december havában történt elhalálozása következtében, — emlitett társaság szegedi főügynöksége utján, Kuz Zsigmond főtelügyelő ur által minden levonás nélkül kifizettetett. xyxy=(1052,414,1551,496)
szerkesztosegi-notes xyxy=(1052,204,1551,314)
article-paragraph: ** Kassán az ugyneveztt „társalgási egylet" teremében közelebb tartott élesztéb táncvigalomban, egy belépti pénzzel föltüntetett nagy hazafias cél érdekében, a nagyszámu közönség, a szépnem kitünő ruhákban, a városi előkelőség szinte-java teljes számmal jelent meg. A rendezőség mindent elkövetett, hogy a mulatság élénk és vidám legyen; a bál éjjel 3 óráig tartott s az egész estély a legjobb rendben folyt le, a jövedelem pedig tekintélyes összeget mutatott fel. xyxy=(20,1680,529,1796)
section-divider xyxy=(1082,157,1521,158)
continued-articles xyxy=(541,75,1040,379)
bourse-cell: 5.34 xyxy=(1436,1633,1493,1648)
bourse-cell: 72.— xyxy=(1493,1532,1551,1546)
bourse-cell: 190.70. xyxy=(1378,1575,1436,1590)
article-paragraph: ** Mihályfalváról irják nekünk: „Városunk előjárói már régóta tervezgették, hogy rozzant, avult s a városhoz épen nem illő városházát helyett ujabb, díszesebb s a mai kor izlésével egyezőbb középületet építtetnek, de erre most — úgy látszik — kedvező alkalom kinálkozik. A város elöljárósága ugyanis a közgyülés elébe terjesztette javaslatát, hogy a városháza ujból épüljön fel, s a szükséges költségek fedezésére a városi pénztárból megfelelő összeg fordittassék. A közgyülés ezen javaslatot egyhangulag elfogadta, s az épitkezés még az idén megkezdetik. Hasonlóan szóba került a kisdedóvó intézet felállításának ügye is, melyet a város lakossága nagy örömmel fogadott. Szeledsége, vallására nézve csak Kristóf József nevü polgártársunk a kitűnt a közügyek iránti buzgóságával. A városi tanács az illetőnek köszönetét nyilvánította. xyxy=(20,1472,529,1674)
article-text: Manerbach mellett egy darab földön csak a földnek de nem a természetrajzoknak, egy oly forrás fakadott, mely csak egy egészen szokatlan tüneményt mutat fel, azonban ez a forrás a kutatók szerint Mannerbach igen közelében tör elő. Erre nézve a helybeli gazdák nagy örömmel vannak, mert az évek óta száraz földek most termékenyek lesznek. xyxy=(541,1764,1040,1864)
article-paragraph: ** Nagy-Kőrösön m. hó 19-kén 3 percig tartó földrengés volt. xyxy=(554,325,958,340)
article-lead: Kassán xyxy=(53,1680,105,1694)
article-paragraph xyxy=(1052,75,1551,109)
page-number: 23 xyxy=(729,29,767,61)
article-paragraph xyxy=(1052,573,1551,590)
bourse-body xyxy=(1053,1532,1551,1648)
